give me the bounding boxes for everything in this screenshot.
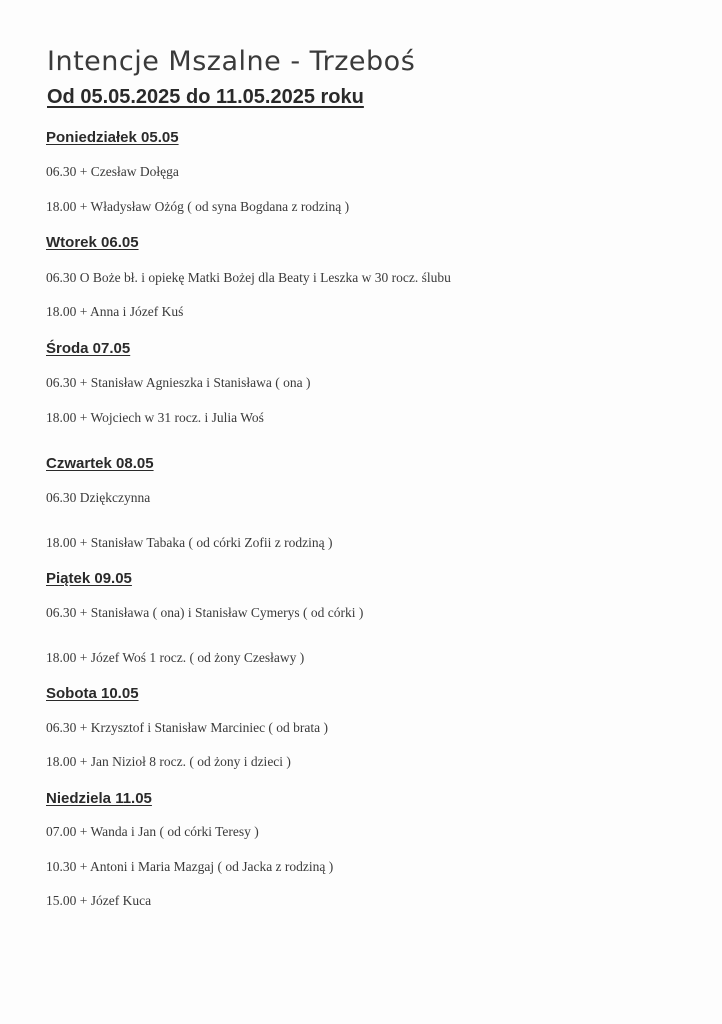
intention-entry: 06.30 Dziękczynna	[46, 490, 151, 505]
day-heading: Piątek 09.05	[46, 570, 132, 587]
intention-entry: 18.00 + Stanisław Tabaka ( od córki Zofii z rodziną )	[46, 535, 333, 550]
day-heading: Niedziela 11.05	[46, 790, 152, 807]
intention-entry: 18.00 + Wojciech w 31 rocz. i Julia Woś	[46, 410, 264, 425]
intention-entry: 15.00 + Józef Kuca	[46, 893, 152, 908]
date-range-subtitle: Od 05.05.2025 do 11.05.2025 roku	[47, 86, 364, 108]
page-title: Intencje Mszalne - Trzeboś	[47, 46, 416, 77]
day-heading: Wtorek 06.05	[46, 234, 139, 251]
day-heading: Sobota 10.05	[46, 685, 139, 702]
intention-entry: 18.00 + Józef Woś 1 rocz. ( od żony Czesławy )	[46, 650, 305, 665]
intention-entry: 06.30 O Boże bł. i opiekę Matki Bożej dla Beaty i Leszka w 30 rocz. ślubu	[46, 270, 451, 285]
day-heading: Środa 07.05	[46, 340, 131, 357]
intention-entry: 06.30 + Krzysztof i Stanisław Marciniec ( od brata )	[46, 720, 329, 735]
intention-entry: 18.00 + Jan Nizioł 8 rocz. ( od żony i dzieci )	[46, 754, 291, 769]
intention-entry: 06.30 + Czesław Dołęga	[46, 164, 179, 179]
intention-entry: 06.30 + Stanisława ( ona) i Stanisław Cymerys ( od córki )	[46, 605, 364, 620]
intention-entry: 18.00 + Anna i Józef Kuś	[46, 304, 184, 319]
intention-entry: 10.30 + Antoni i Maria Mazgaj ( od Jacka z rodziną )	[46, 859, 334, 874]
day-heading: Czwartek 08.05	[46, 455, 154, 472]
intention-entry: 18.00 + Władysław Ożóg ( od syna Bogdana z rodziną )	[46, 199, 350, 214]
intention-entry: 07.00 + Wanda i Jan ( od córki Teresy )	[46, 824, 259, 839]
day-heading: Poniedziałek 05.05	[46, 129, 179, 146]
intention-entry: 06.30 + Stanisław Agnieszka i Stanisława ( ona )	[46, 375, 311, 390]
